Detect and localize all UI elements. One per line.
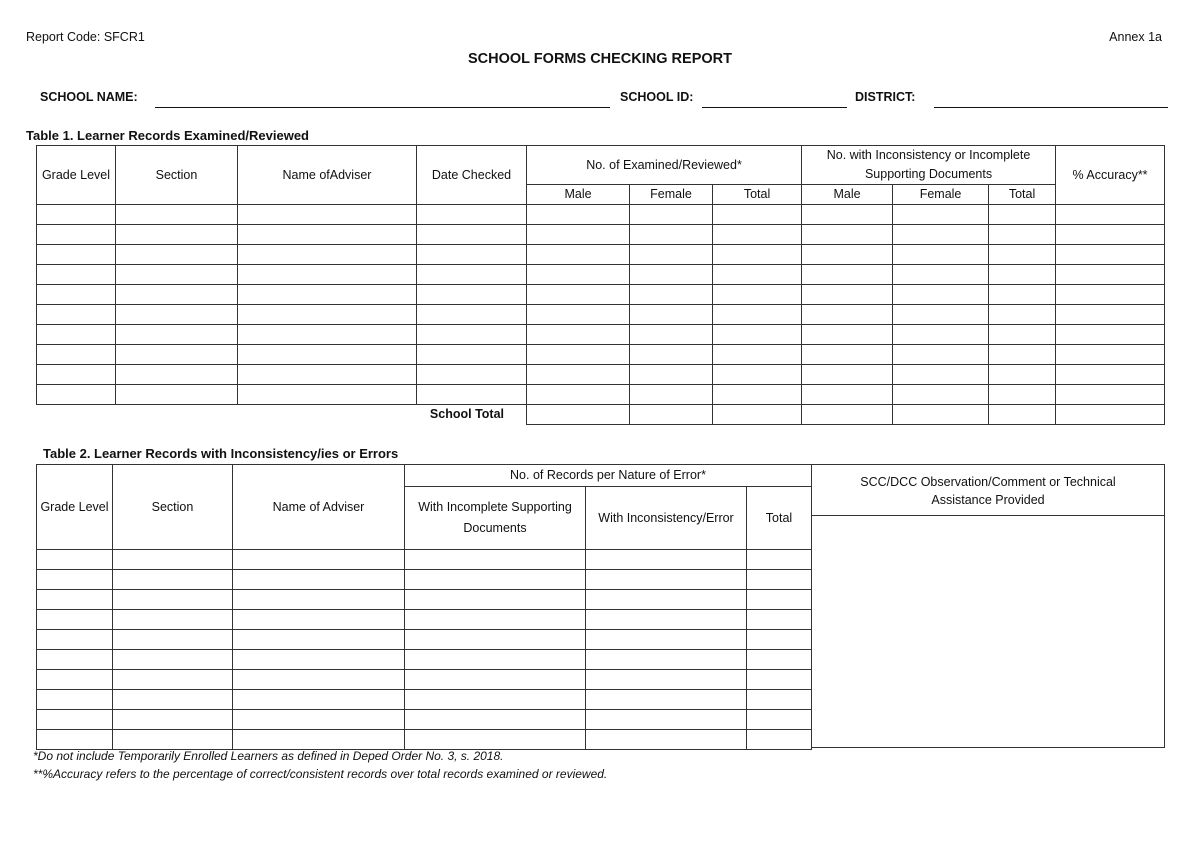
observation-box <box>811 464 1165 748</box>
table1-cell[interactable] <box>802 305 893 325</box>
table1-row <box>37 305 1165 325</box>
table2-cell[interactable] <box>113 610 233 630</box>
table1-cell[interactable] <box>417 385 527 405</box>
table2-cell[interactable] <box>747 590 812 610</box>
table1-cell[interactable] <box>989 365 1056 385</box>
table1-cell[interactable] <box>802 385 893 405</box>
table1-cell[interactable] <box>116 365 238 385</box>
table1-cell[interactable] <box>238 285 417 305</box>
table1-cell[interactable] <box>989 265 1056 285</box>
table1-cell[interactable] <box>417 265 527 285</box>
table2-cell[interactable] <box>37 550 113 570</box>
school-total-label: School Total <box>37 405 527 425</box>
table2-cell[interactable] <box>586 570 747 590</box>
table1-cell[interactable] <box>238 265 417 285</box>
table1-cell[interactable] <box>116 245 238 265</box>
table1-cell[interactable] <box>116 225 238 245</box>
table2-cell[interactable] <box>37 610 113 630</box>
table2-cell[interactable] <box>586 690 747 710</box>
table1-cell[interactable] <box>893 225 989 245</box>
footnote-2: **%Accuracy refers to the percentage of correct/consistent records over total records examined or reviewed. <box>33 767 608 781</box>
table1-cell[interactable] <box>37 365 116 385</box>
table1-cell[interactable] <box>238 305 417 325</box>
table2-cell[interactable] <box>405 690 586 710</box>
table1-cell[interactable] <box>802 285 893 305</box>
table1-cell[interactable] <box>527 325 630 345</box>
school-id-label: SCHOOL ID: <box>620 90 694 104</box>
table2-row <box>37 590 812 610</box>
table1-cell[interactable] <box>802 205 893 225</box>
table2-row <box>37 570 812 590</box>
table1-cell[interactable] <box>527 265 630 285</box>
table2-cell[interactable] <box>233 610 405 630</box>
table1-cell[interactable] <box>1056 245 1165 265</box>
t2-th-total: Total <box>747 487 812 550</box>
district-label: DISTRICT: <box>855 90 916 104</box>
table1-cell[interactable] <box>713 265 802 285</box>
table1-cell[interactable] <box>713 205 802 225</box>
table2-cell[interactable] <box>233 650 405 670</box>
table1-cell[interactable] <box>630 305 713 325</box>
table1-cell[interactable] <box>989 205 1056 225</box>
th-male: Male <box>527 185 630 205</box>
table2-cell[interactable] <box>586 730 747 750</box>
table1-cell[interactable] <box>630 345 713 365</box>
table1-cell[interactable] <box>238 205 417 225</box>
table1-cell[interactable] <box>527 305 630 325</box>
table2-cell[interactable] <box>747 730 812 750</box>
table1-cell[interactable] <box>527 285 630 305</box>
table2-cell[interactable] <box>586 670 747 690</box>
table1-cell[interactable] <box>630 245 713 265</box>
table1-cell[interactable] <box>238 345 417 365</box>
table2-cell[interactable] <box>405 650 586 670</box>
table1-cell[interactable] <box>116 265 238 285</box>
table1-cell[interactable] <box>630 385 713 405</box>
table1 <box>36 145 1165 425</box>
table1-cell[interactable] <box>893 245 989 265</box>
table2-cell[interactable] <box>37 630 113 650</box>
table2-cell[interactable] <box>405 670 586 690</box>
table2-cell[interactable] <box>113 550 233 570</box>
table1-row <box>37 345 1165 365</box>
table1-cell[interactable] <box>417 225 527 245</box>
th-date-checked: Date Checked <box>417 146 527 205</box>
table2-cell[interactable] <box>233 630 405 650</box>
table1-cell[interactable] <box>713 285 802 305</box>
table1-cell[interactable] <box>417 245 527 265</box>
table1-cell[interactable] <box>893 345 989 365</box>
table1-cell[interactable] <box>527 345 630 365</box>
table1-cell[interactable] <box>893 365 989 385</box>
table2-row <box>37 730 812 750</box>
table2-cell[interactable] <box>405 730 586 750</box>
school-total-cell[interactable] <box>713 405 802 425</box>
footnote-1: *Do not include Temporarily Enrolled Learners as defined in Deped Order No. 3, s. 2018. <box>33 749 504 763</box>
table1-cell[interactable] <box>802 325 893 345</box>
table1-cell[interactable] <box>527 245 630 265</box>
table1-row <box>37 285 1165 305</box>
table2-cell[interactable] <box>113 590 233 610</box>
table1-cell[interactable] <box>630 265 713 285</box>
school-total-cell[interactable] <box>989 405 1056 425</box>
table2-cell[interactable] <box>747 690 812 710</box>
table2-cell[interactable] <box>113 710 233 730</box>
table2-cell[interactable] <box>747 670 812 690</box>
table1-cell[interactable] <box>802 345 893 365</box>
table1-row <box>37 365 1165 385</box>
table1-cell[interactable] <box>527 385 630 405</box>
table2-cell[interactable] <box>233 690 405 710</box>
table1-row <box>37 385 1165 405</box>
school-total-cell[interactable] <box>527 405 630 425</box>
t2-th-section: Section <box>113 465 233 550</box>
table2-cell[interactable] <box>113 570 233 590</box>
th-adviser: Name ofAdviser <box>238 146 417 205</box>
table1-cell[interactable] <box>989 245 1056 265</box>
table2-cell[interactable] <box>747 550 812 570</box>
table2-cell[interactable] <box>37 690 113 710</box>
table1-cell[interactable] <box>1056 285 1165 305</box>
table1-cell[interactable] <box>37 325 116 345</box>
table2-row <box>37 630 812 650</box>
table2-cell[interactable] <box>113 690 233 710</box>
school-total-cell[interactable] <box>1056 405 1165 425</box>
table1-cell[interactable] <box>1056 365 1165 385</box>
table1-cell[interactable] <box>802 245 893 265</box>
table2-row <box>37 690 812 710</box>
table1-cell[interactable] <box>116 305 238 325</box>
table2-row <box>37 710 812 730</box>
table1-cell[interactable] <box>1056 385 1165 405</box>
table1-cell[interactable] <box>417 365 527 385</box>
table1-cell[interactable] <box>238 325 417 345</box>
table1-cell[interactable] <box>989 285 1056 305</box>
table1-cell[interactable] <box>893 325 989 345</box>
table1-cell[interactable] <box>1056 205 1165 225</box>
t2-th-inconsistency: With Inconsistency/Error <box>586 487 747 550</box>
table2-cell[interactable] <box>233 730 405 750</box>
table2-cell[interactable] <box>37 710 113 730</box>
table1-cell[interactable] <box>893 265 989 285</box>
table1-cell[interactable] <box>893 205 989 225</box>
t2-th-incomplete: With Incomplete Supporting Documents <box>405 487 586 550</box>
th-section: Section <box>116 146 238 205</box>
table1-cell[interactable] <box>713 365 802 385</box>
table1-cell[interactable] <box>238 365 417 385</box>
table1-cell[interactable] <box>37 245 116 265</box>
table1-cell[interactable] <box>37 285 116 305</box>
table2-cell[interactable] <box>405 550 586 570</box>
table1-cell[interactable] <box>1056 225 1165 245</box>
th-male: Male <box>802 185 893 205</box>
table2-cell[interactable] <box>37 570 113 590</box>
table1-row <box>37 225 1165 245</box>
table1-row <box>37 205 1165 225</box>
th-total: Total <box>989 185 1056 205</box>
table2-cell[interactable] <box>233 590 405 610</box>
t2-th-adviser: Name of Adviser <box>233 465 405 550</box>
table2-cell[interactable] <box>747 710 812 730</box>
table2-cell[interactable] <box>405 590 586 610</box>
table1-cell[interactable] <box>116 345 238 365</box>
th-female: Female <box>630 185 713 205</box>
table1-cell[interactable] <box>37 345 116 365</box>
table1-cell[interactable] <box>893 305 989 325</box>
table1-cell[interactable] <box>417 345 527 365</box>
table1-cell[interactable] <box>417 205 527 225</box>
table1-cell[interactable] <box>630 365 713 385</box>
table2-cell[interactable] <box>747 610 812 630</box>
table2 <box>36 464 812 750</box>
table1-cell[interactable] <box>116 325 238 345</box>
table1-cell[interactable] <box>713 305 802 325</box>
table1-cell[interactable] <box>37 305 116 325</box>
th-inconsistency: No. with Inconsistency or Incomplete Supporting Documents <box>802 146 1056 185</box>
table1-cell[interactable] <box>417 285 527 305</box>
table2-cell[interactable] <box>233 550 405 570</box>
page-title: SCHOOL FORMS CHECKING REPORT <box>468 51 732 67</box>
table1-cell[interactable] <box>713 245 802 265</box>
table2-cell[interactable] <box>37 730 113 750</box>
table2-cell[interactable] <box>37 650 113 670</box>
table2-cell[interactable] <box>747 650 812 670</box>
table2-cell[interactable] <box>233 710 405 730</box>
table1-cell[interactable] <box>989 305 1056 325</box>
table2-cell[interactable] <box>586 550 747 570</box>
table1-cell[interactable] <box>893 285 989 305</box>
table2-cell[interactable] <box>113 630 233 650</box>
table1-cell[interactable] <box>989 345 1056 365</box>
table2-row <box>37 670 812 690</box>
table1-cell[interactable] <box>630 325 713 345</box>
table1-cell[interactable] <box>630 205 713 225</box>
table1-cell[interactable] <box>1056 305 1165 325</box>
table1-cell[interactable] <box>527 205 630 225</box>
table1-cell[interactable] <box>1056 345 1165 365</box>
table1-cell[interactable] <box>238 245 417 265</box>
table2-cell[interactable] <box>113 670 233 690</box>
table1-cell[interactable] <box>37 225 116 245</box>
table2-cell[interactable] <box>586 610 747 630</box>
table1-cell[interactable] <box>893 385 989 405</box>
table1-cell[interactable] <box>989 225 1056 245</box>
th-grade-level: Grade Level <box>37 146 116 205</box>
table1-cell[interactable] <box>37 205 116 225</box>
table1-cell[interactable] <box>802 365 893 385</box>
table1-row <box>37 325 1165 345</box>
table1-cell[interactable] <box>713 345 802 365</box>
table2-cell[interactable] <box>586 630 747 650</box>
table2-cell[interactable] <box>405 610 586 630</box>
table1-cell[interactable] <box>37 385 116 405</box>
table2-cell[interactable] <box>113 650 233 670</box>
th-female: Female <box>893 185 989 205</box>
table2-cell[interactable] <box>586 590 747 610</box>
table2-cell[interactable] <box>405 710 586 730</box>
table1-cell[interactable] <box>713 325 802 345</box>
table1-cell[interactable] <box>37 265 116 285</box>
table2-cell[interactable] <box>405 630 586 650</box>
table2-row <box>37 550 812 570</box>
table1-cell[interactable] <box>238 225 417 245</box>
report-code: Report Code: SFCR1 <box>26 30 145 44</box>
table1-cell[interactable] <box>1056 265 1165 285</box>
table1-row <box>37 245 1165 265</box>
t2-th-grade-level: Grade Level <box>37 465 113 550</box>
table1-cell[interactable] <box>1056 325 1165 345</box>
table2-row <box>37 650 812 670</box>
observation-area[interactable] <box>812 516 1164 746</box>
table2-cell[interactable] <box>37 590 113 610</box>
table2-cell[interactable] <box>113 730 233 750</box>
table1-cell[interactable] <box>417 325 527 345</box>
table1-cell[interactable] <box>802 225 893 245</box>
table1-cell[interactable] <box>116 285 238 305</box>
table2-cell[interactable] <box>586 650 747 670</box>
table1-cell[interactable] <box>630 285 713 305</box>
table2-cell[interactable] <box>37 670 113 690</box>
table1-cell[interactable] <box>989 385 1056 405</box>
table1-cell[interactable] <box>116 385 238 405</box>
table1-cell[interactable] <box>802 265 893 285</box>
table1-cell[interactable] <box>527 365 630 385</box>
table1-cell[interactable] <box>116 205 238 225</box>
annex-label: Annex 1a <box>1109 30 1162 44</box>
table1-row <box>37 265 1165 285</box>
school-name-label: SCHOOL NAME: <box>40 90 138 104</box>
district-field[interactable] <box>934 107 1168 108</box>
table1-cell[interactable] <box>238 385 417 405</box>
table2-cell[interactable] <box>747 570 812 590</box>
table1-cell[interactable] <box>989 325 1056 345</box>
table2-row <box>37 610 812 630</box>
table2-cell[interactable] <box>233 570 405 590</box>
table1-cell[interactable] <box>713 225 802 245</box>
table1-caption: Table 1. Learner Records Examined/Reviewed <box>26 128 309 143</box>
school-total-cell[interactable] <box>802 405 893 425</box>
table2-cell[interactable] <box>405 570 586 590</box>
th-accuracy: % Accuracy** <box>1056 146 1165 205</box>
table2-cell[interactable] <box>586 710 747 730</box>
school-total-cell[interactable] <box>630 405 713 425</box>
t2-th-nature-of-error: No. of Records per Nature of Error* <box>405 465 812 487</box>
th-total: Total <box>713 185 802 205</box>
table2-caption: Table 2. Learner Records with Inconsistency/ies or Errors <box>43 446 399 461</box>
school-id-field[interactable] <box>702 107 847 108</box>
th-examined: No. of Examined/Reviewed* <box>527 146 802 185</box>
table2-cell[interactable] <box>233 670 405 690</box>
table2-cell[interactable] <box>747 630 812 650</box>
table1-cell[interactable] <box>527 225 630 245</box>
table1-cell[interactable] <box>417 305 527 325</box>
school-name-field[interactable] <box>155 107 610 108</box>
table1-cell[interactable] <box>630 225 713 245</box>
table1-cell[interactable] <box>713 385 802 405</box>
observation-header: SCC/DCC Observation/Comment or Technical Assistance Provided <box>812 465 1164 516</box>
school-total-cell[interactable] <box>893 405 989 425</box>
